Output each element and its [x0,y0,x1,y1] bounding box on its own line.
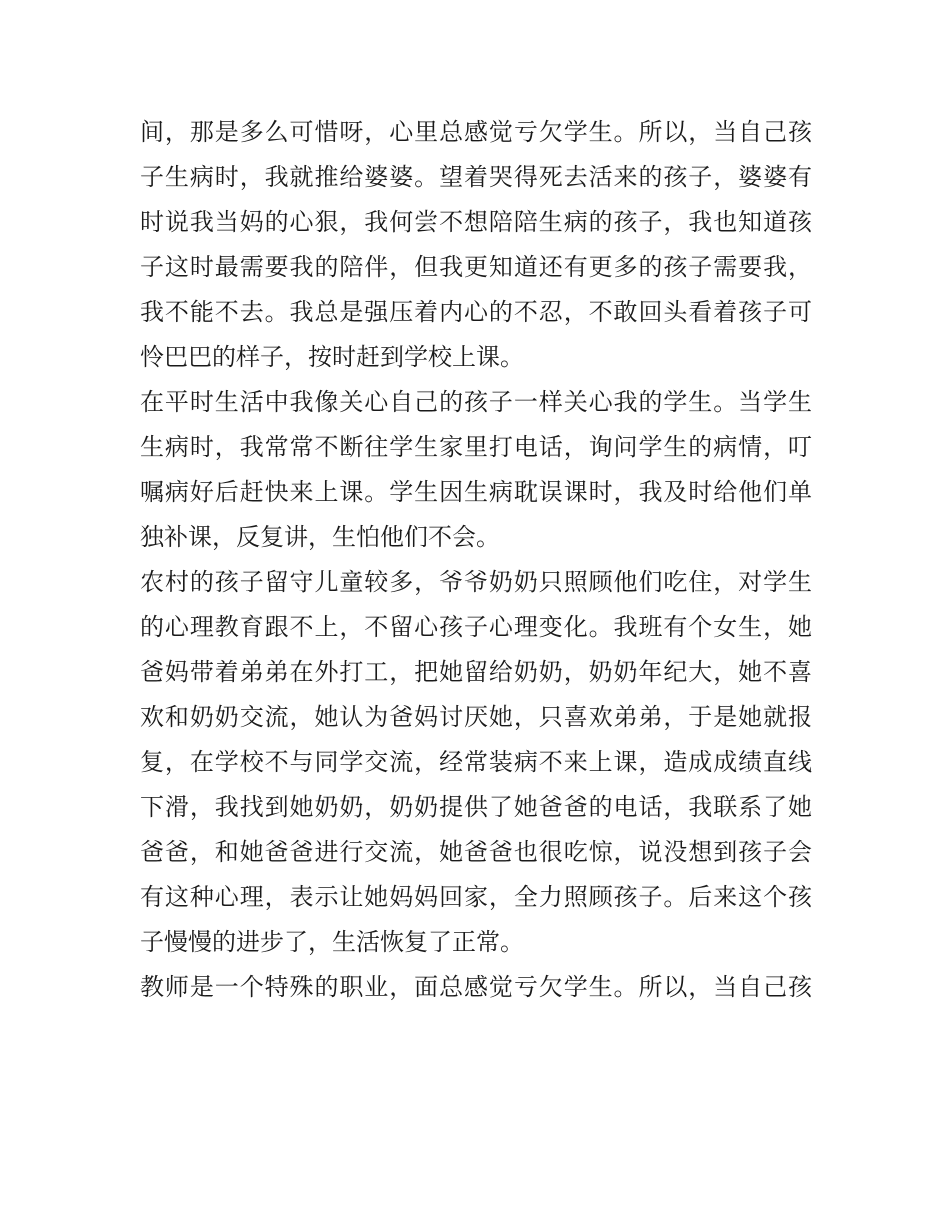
text-line: 下滑，我找到她奶奶，奶奶提供了她爸爸的电话，我联系了她 [140,793,812,821]
text-line: 复，在学校不与同学交流，经常装病不来上课，造成成绩直线 [140,748,812,776]
text-line: 时说我当妈的心狠，我何尝不想陪陪生病的孩子，我也知道孩 [140,208,812,236]
text-line: 爸妈带着弟弟在外打工，把她留给奶奶，奶奶年纪大，她不喜 [140,658,812,686]
text-line: 生病时，我常常不断往学生家里打电话，询问学生的病情，叮 [140,433,812,461]
text-line: 有这种心理，表示让她妈妈回家，全力照顾孩子。后来这个孩 [140,883,812,911]
text-line: 间，那是多么可惜呀，心里总感觉亏欠学生。所以，当自己孩 [140,118,812,146]
text-line: 农村的孩子留守儿童较多，爷爷奶奶只照顾他们吃住，对学生 [140,568,812,596]
text-line: 嘱病好后赶快来上课。学生因生病耽误课时，我及时给他们单 [140,478,812,506]
text-line: 子生病时，我就推给婆婆。望着哭得死去活来的孩子，婆婆有 [140,163,812,191]
text-line: 子慢慢的进步了，生活恢复了正常。 [140,928,524,956]
text-line: 爸爸，和她爸爸进行交流，她爸爸也很吃惊，说没想到孩子会 [140,838,812,866]
text-line: 我不能不去。我总是强压着内心的不忍，不敢回头看着孩子可 [140,298,812,326]
document-body [140,110,812,1010]
text-line: 独补课，反复讲，生怕他们不会。 [140,523,500,551]
text-line: 欢和奶奶交流，她认为爸妈讨厌她，只喜欢弟弟，于是她就报 [140,703,812,731]
text-line: 的心理教育跟不上，不留心孩子心理变化。我班有个女生，她 [140,613,812,641]
text-line: 子这时最需要我的陪伴，但我更知道还有更多的孩子需要我， [140,253,812,281]
text-line: 教师是一个特殊的职业，面总感觉亏欠学生。所以，当自己孩 [140,973,812,1001]
text-line: 怜巴巴的样子，按时赶到学校上课。 [140,343,524,371]
text-line: 在平时生活中我像关心自己的孩子一样关心我的学生。当学生 [140,388,812,416]
